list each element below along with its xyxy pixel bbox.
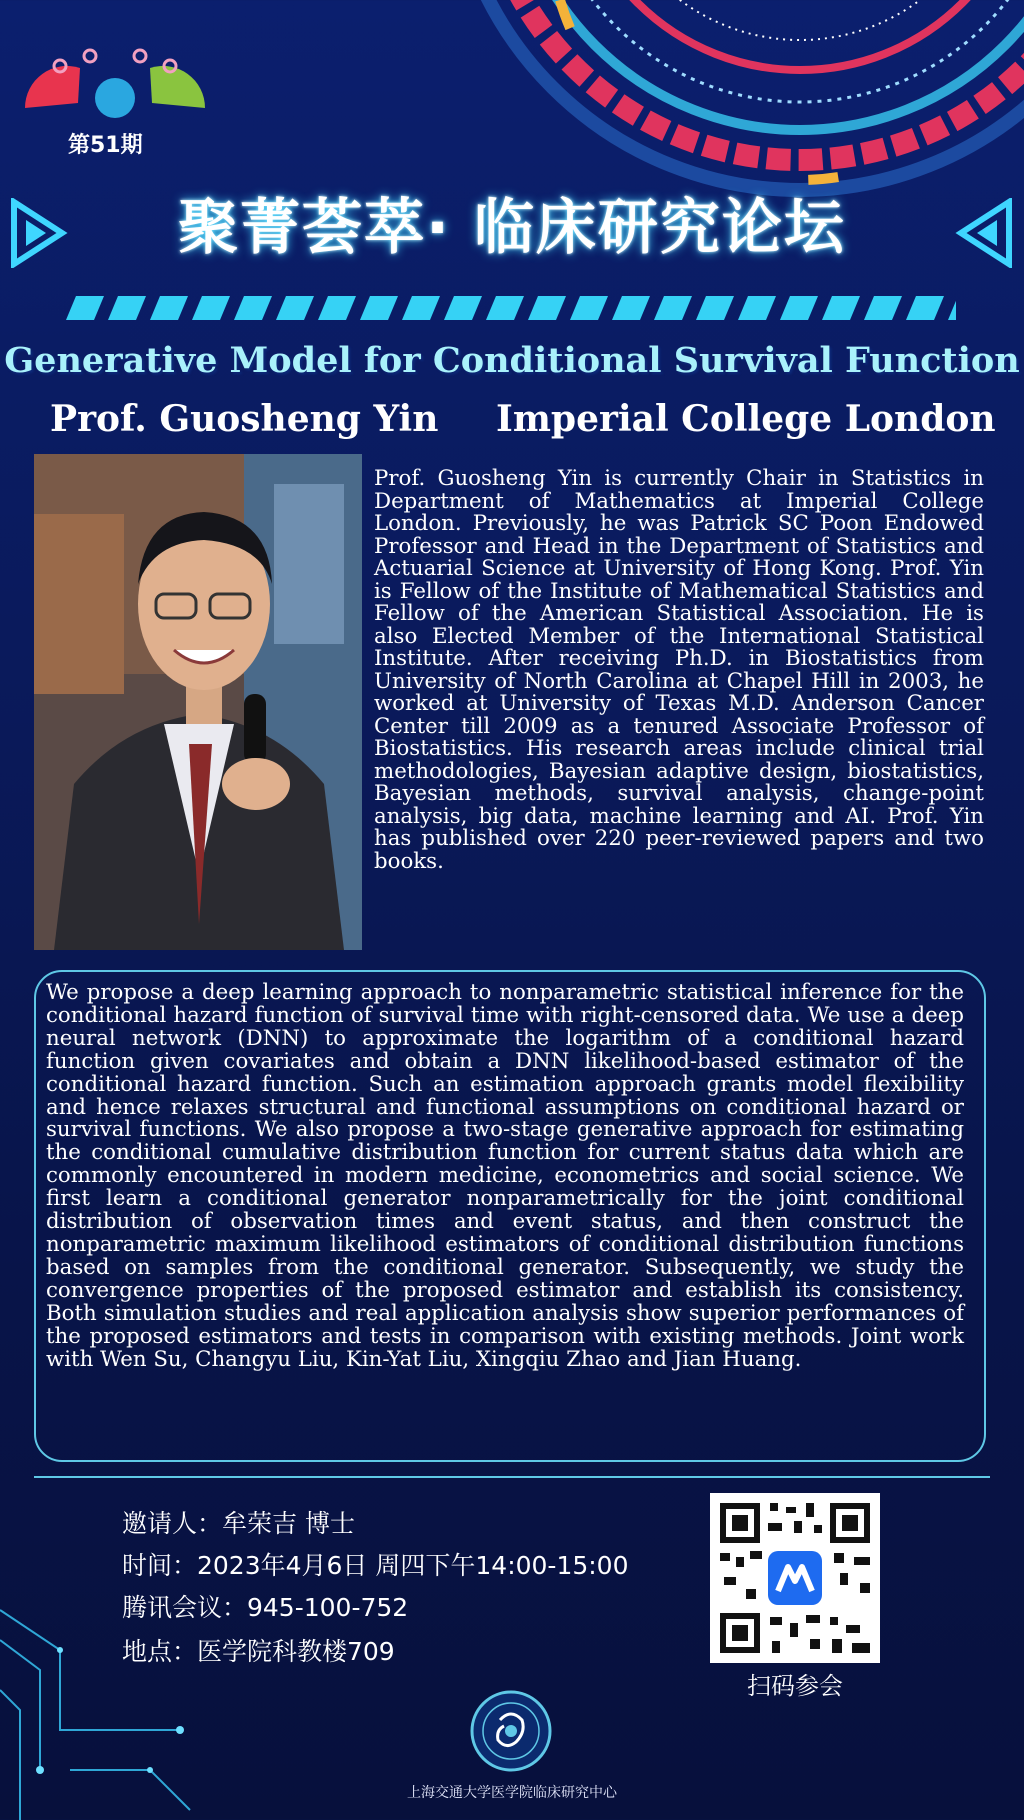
forum-title: 聚菁荟萃· 临床研究论坛	[178, 193, 846, 263]
decorative-dial	[440, 0, 1024, 200]
talk-abstract: We propose a deep learning approach to nonparametric statistical inference for the conditional hazard function of survival time with right-censored data. We use a deep neural network (DNN) to approximate the logarithm of a conditional hazard function given covariates and obtain a DNN likelihood-based estimator of the conditional hazard function. Such an estimation approach grants model flexibility and hence relaxes structural and functional assumptions on conditional hazard or survival functions. We also propose a two-stage generative approach for estimating the conditional cumulative distribution function for current status data which are commonly encountered in modern medicine, econometrics and social science. We first learn a conditional generator nonparametrically for the joint conditional distribution of observation times and event status, and then construct the nonparametric maximum likelihood estimators of conditional distribution functions based on samples from the conditional generator. Subsequently, we study the convergence properties of the proposed estimator and establish its consistency. Both simulation studies and real application analysis show superior performances of the proposed estimators and tests in comparison with existing methods. Joint work with Wen Su, Changyu Liu, Kin-Yat Liu, Xingqiu Zhao and Jian Huang.	[46, 980, 964, 1372]
issue-number: 第51期	[68, 133, 143, 158]
forum-logo	[20, 48, 210, 138]
qr-caption: 扫码参会	[747, 1672, 843, 1700]
meeting-info: 腾讯会议：945-100-752	[122, 1593, 409, 1622]
footer-organization: 上海交通大学医学院临床研究中心	[407, 1785, 617, 1801]
qr-code[interactable]	[710, 1493, 880, 1663]
play-right-icon	[955, 198, 1015, 268]
section-divider	[34, 1476, 990, 1478]
decorative-stripes	[66, 296, 956, 320]
time-info: 时间：2023年4月6日 周四下午14:00-15:00	[122, 1551, 629, 1580]
inviter-info: 邀请人：牟荣吉 博士	[122, 1509, 355, 1538]
speaker-bio: Prof. Guosheng Yin is currently Chair in Statistics in Department of Mathematics at Imperial College London. Previously, he was Patrick SC Poon Endowed Professor and Head in the Department of Statistics and Actuarial Science at University of Hong Kong. Prof. Yin is Fellow of the Institute of Mathematical Statistics and Fellow of the American Statistical Association. He is also Elected Member of the International Statistical Institute. After receiving Ph.D. in Biostatistics from University of North Carolina at Chapel Hill in 2003, he worked at University of Texas M.D. Anderson Cancer Center till 2009 as a tenured Associate Professor of Biostatistics. His research areas include clinical trial methodologies, Bayesian adaptive design, biostatistics, Bayesian methods, survival analysis, change-point analysis, big data, machine learning and AI. Prof. Yin has published over 220 peer-reviewed papers and two books.	[374, 466, 984, 874]
talk-title: Generative Model for Conditional Survival Function	[4, 340, 1020, 381]
location-info: 地点：医学院科教楼709	[122, 1637, 395, 1666]
speaker-affiliation: Imperial College London	[496, 398, 996, 440]
institution-seal	[470, 1690, 552, 1772]
speaker-photo	[34, 454, 362, 950]
speaker-name: Prof. Guosheng Yin	[50, 398, 439, 440]
